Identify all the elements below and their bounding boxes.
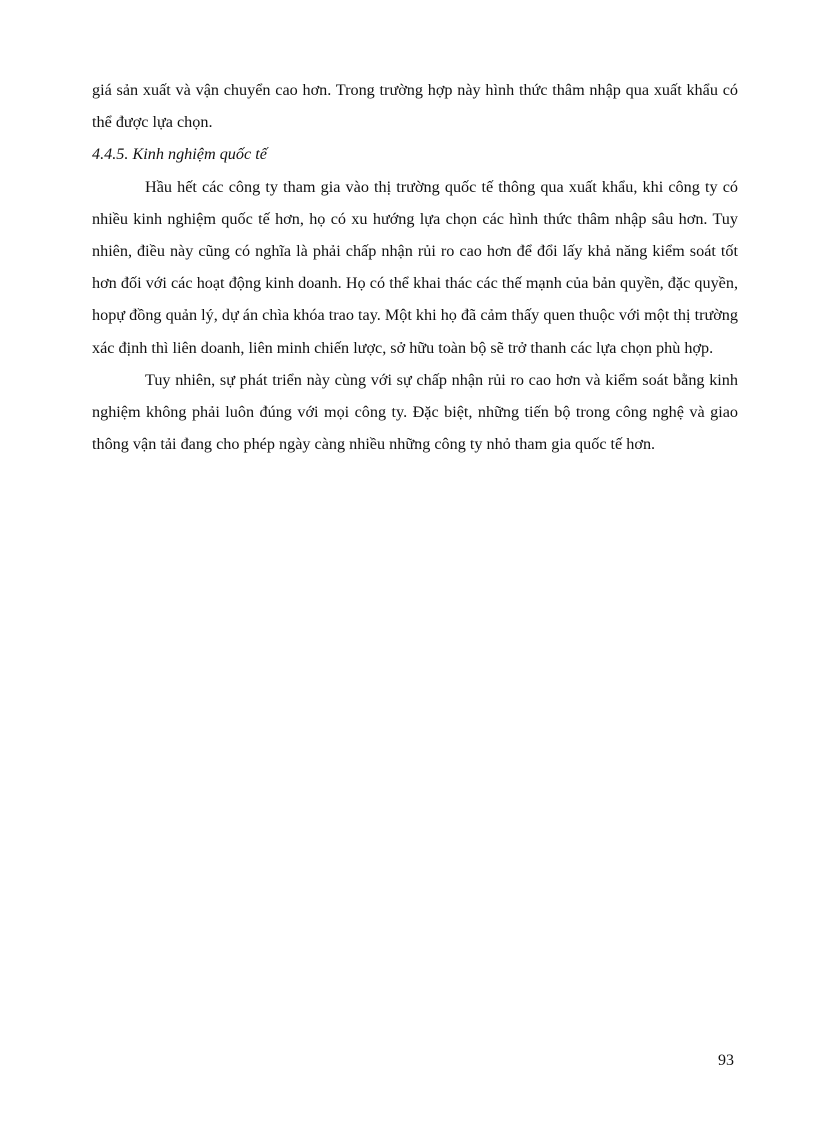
- section-paragraph-2: Tuy nhiên, sự phát triển này cùng với sự chấp nhận rủi ro cao hơn và kiểm soát bằng kinh nghiệm không phải luôn đúng với mọi công ty. Đặc biệt, những tiến bộ trong công nghệ và giao thông vận tải đang cho phép ngày càng nhiều những công ty nhỏ tham gia quốc tế hơn.: [92, 370, 738, 454]
- section-paragraph-1: Hầu hết các công ty tham gia vào thị trường quốc tế thông qua xuất khẩu, khi công ty có nhiều kinh nghiệm quốc tế hơn, họ có xu hướng lựa chọn các hình thức thâm nhập sâu hơn. Tuy nhiên, điều này cũng có nghĩa là phải chấp nhận rủi ro cao hơn để đổi lấy khả năng kiểm soát tốt hơn đối với các hoạt động kinh doanh. Họ có thể khai thác các thế mạnh của bản quyền, đặc quyền, hopự đồng quản lý, dự án chìa khóa trao tay. Một khi họ đã cảm thấy quen thuộc với một thị trường xác định thì liên doanh, liên minh chiến lược, sở hữu toàn bộ sẽ trở thanh các lựa chọn phù hợp.: [92, 177, 738, 357]
- continuation-paragraph: giá sản xuất và vận chuyển cao hơn. Trong trường hợp này hình thức thâm nhập qua xuất khẩu có thể được lựa chọn.: [92, 81, 738, 132]
- body-text: [92, 74, 738, 460]
- section-heading: 4.4.5. Kinh nghiệm quốc tế: [92, 145, 267, 164]
- page-number: 93: [718, 1052, 734, 1069]
